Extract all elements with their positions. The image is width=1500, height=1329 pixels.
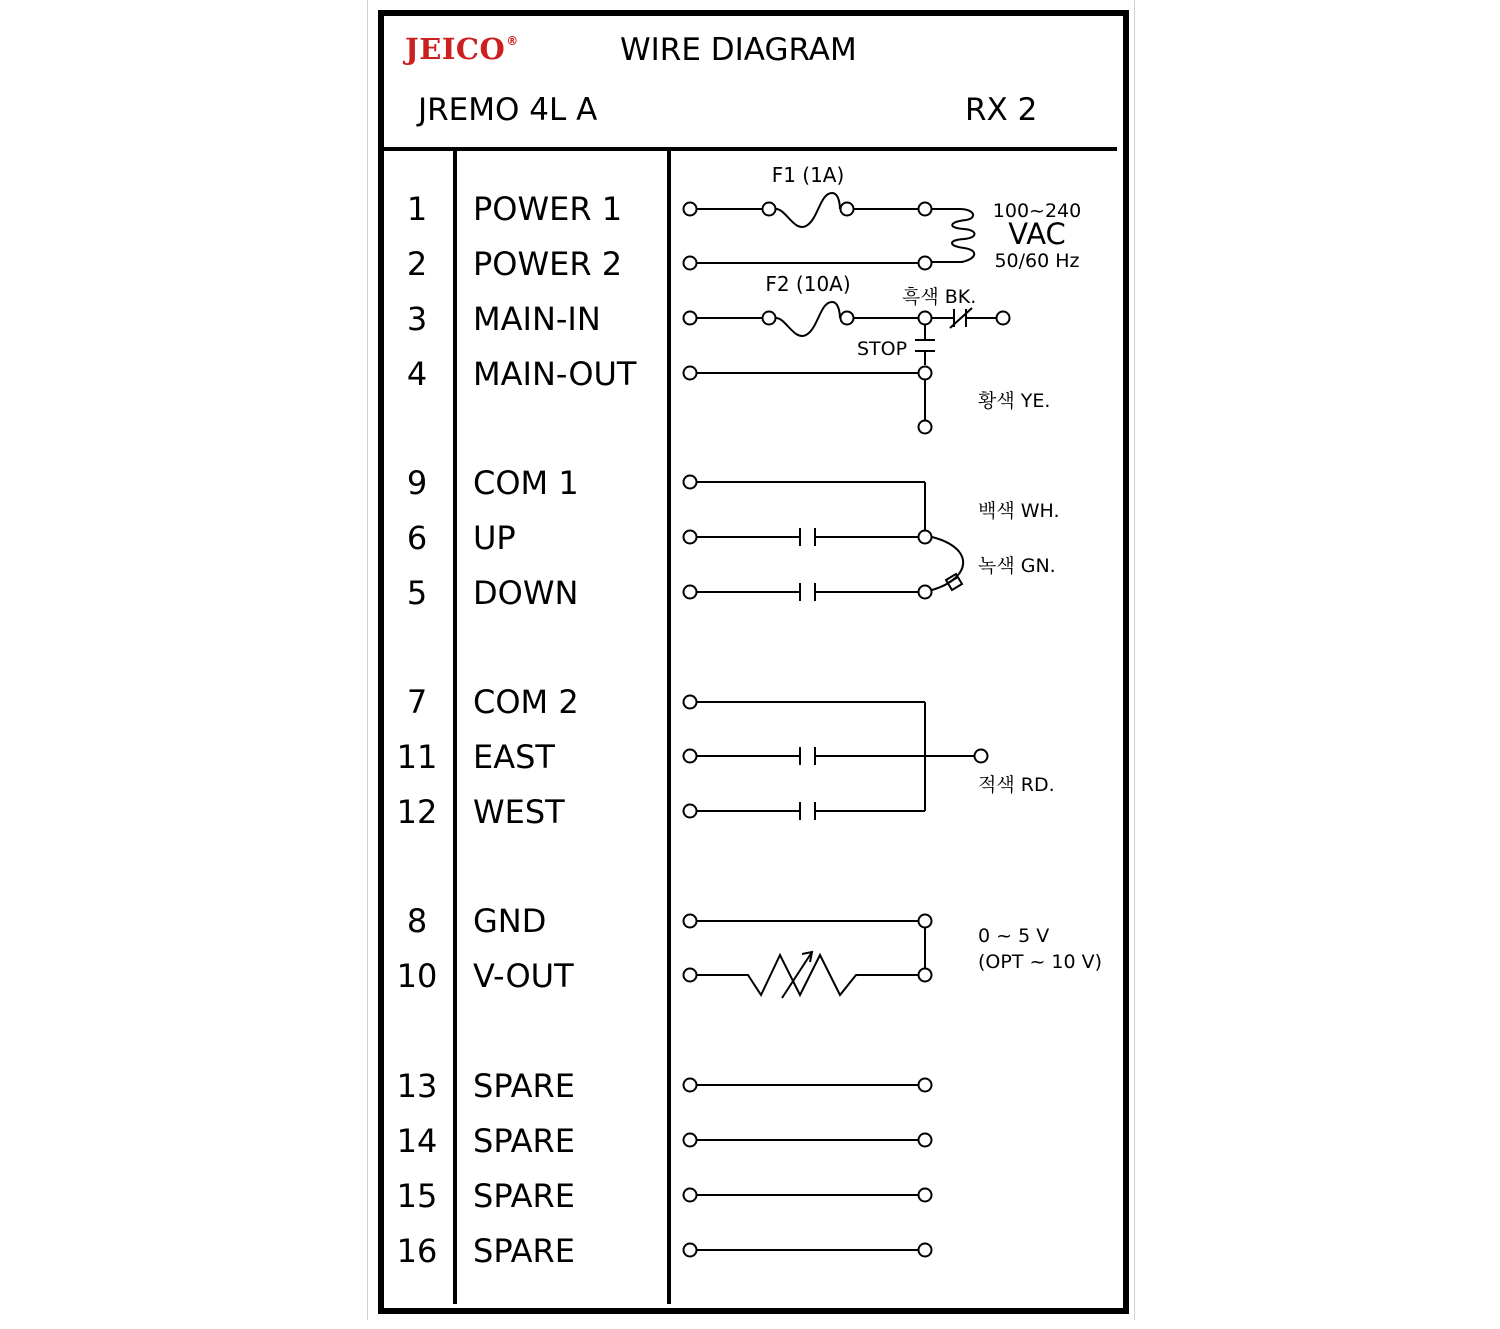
main-out-circuit — [684, 367, 932, 434]
pin-number: 12 — [396, 793, 438, 831]
pin-label: UP — [473, 519, 516, 557]
yellow-wire-label: 황색 YE. — [978, 390, 1051, 412]
transformer-coil-icon — [932, 209, 975, 262]
pin-number: 10 — [396, 957, 438, 995]
fuse1-label: F1 (1A) — [771, 163, 845, 187]
stop-label: STOP — [857, 338, 908, 360]
white-wire-label: 백색 WH. — [978, 500, 1060, 522]
pin-number: 4 — [406, 355, 428, 393]
pin-number: 5 — [406, 574, 428, 612]
voltage-range-label: 0 ~ 5 V — [978, 925, 1050, 947]
supply-freq-label: 50/60 Hz — [994, 250, 1080, 272]
pin-label: SPARE — [473, 1122, 575, 1160]
pin-label: POWER 1 — [473, 190, 623, 228]
pin-label: EAST — [473, 738, 555, 776]
diagram-title: WIRE DIAGRAM — [620, 32, 857, 68]
pin-number: 3 — [406, 300, 428, 338]
spare-circuits — [684, 1079, 932, 1257]
com2-circuit — [684, 696, 988, 821]
black-wire-label: 흑색 BK. — [902, 286, 977, 308]
brand-logo: JEICO® — [405, 32, 519, 66]
supply-unit-label: VAC — [1008, 217, 1066, 251]
pin-label: SPARE — [473, 1067, 575, 1105]
pin-number: 9 — [406, 464, 428, 502]
pin-number: 8 — [406, 902, 428, 940]
pin-number: 16 — [396, 1232, 438, 1270]
pin-number: 2 — [406, 245, 428, 283]
potentiometer-circuit — [684, 915, 932, 999]
green-wire-label: 녹색 GN. — [978, 555, 1056, 577]
pin-number: 13 — [396, 1067, 438, 1105]
pin-label: COM 2 — [473, 683, 579, 721]
main-in-circuit — [684, 302, 1010, 365]
supply-range-label: 100~240 — [992, 200, 1082, 222]
red-wire-label: 적색 RD. — [978, 774, 1055, 796]
pin-number: 1 — [406, 190, 428, 228]
pin-number: 14 — [396, 1122, 438, 1160]
power1-circuit — [684, 193, 975, 262]
pin-label: V-OUT — [473, 957, 574, 995]
pin-label: SPARE — [473, 1177, 575, 1215]
model-name: JREMO 4L A — [418, 92, 598, 128]
voltage-option-label: (OPT ~ 10 V) — [978, 951, 1103, 973]
pin-label: COM 1 — [473, 464, 579, 502]
power2-circuit — [684, 257, 932, 270]
pin-number: 15 — [396, 1177, 438, 1215]
receiver-name: RX 2 — [965, 92, 1038, 128]
pin-label: MAIN-IN — [473, 300, 601, 338]
pin-number: 6 — [406, 519, 428, 557]
pin-label: GND — [473, 902, 547, 940]
pin-label: DOWN — [473, 574, 579, 612]
com1-circuit — [684, 476, 964, 602]
pin-label: WEST — [473, 793, 565, 831]
pin-number: 7 — [406, 683, 428, 721]
pin-label: MAIN-OUT — [473, 355, 637, 393]
pin-label: SPARE — [473, 1232, 575, 1270]
pin-number: 11 — [396, 738, 438, 776]
fuse2-label: F2 (10A) — [765, 272, 851, 296]
pin-label: POWER 2 — [473, 245, 623, 283]
